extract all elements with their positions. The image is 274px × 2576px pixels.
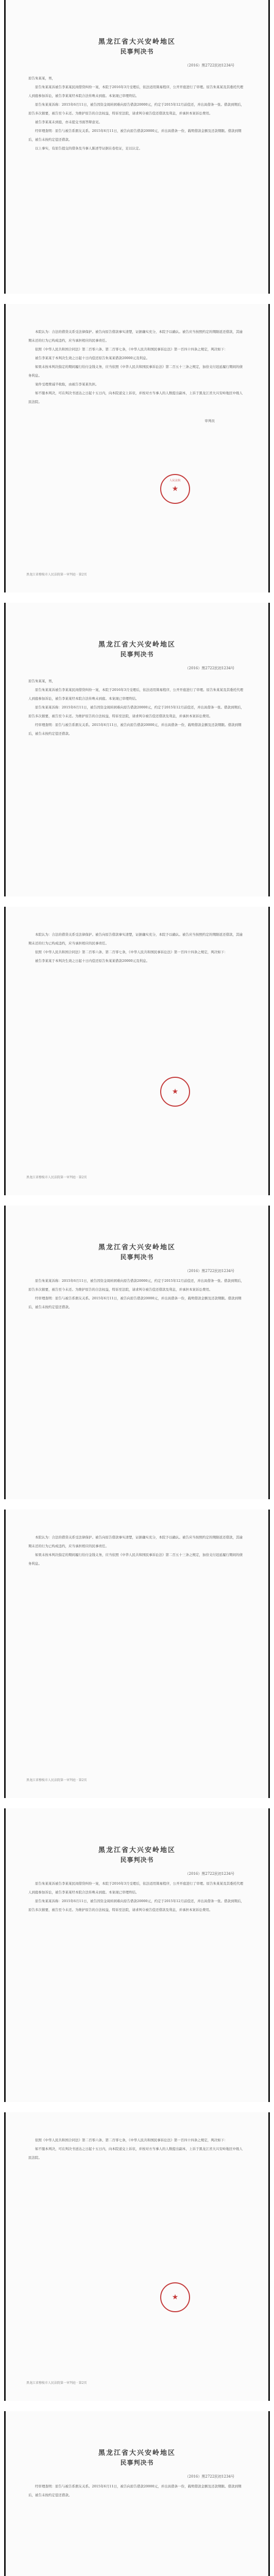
paragraph: 依照《中华人民共和国合同法》第二百零六条、第二百零七条，《中华人民共和国民事诉讼法》第一百四十四条之规定，判决如下： <box>35 2138 228 2142</box>
court-name: 黑龙江省大兴安岭地区 <box>98 38 176 46</box>
paragraph: 被告李某某于本判决生效之日起十日内偿还原告朱某某借款20000元及利息。 <box>35 959 150 963</box>
case-number: （2016）黑2722民初1234号 <box>185 666 234 670</box>
case-number: （2016）黑2722民初1234号 <box>185 63 234 67</box>
paragraph: 经审理查明：原告与被告系朋友关系。2015年6月11日，被告向原告借款20000元，并出具借条一份，载明借款金额及还款期限。借款到期后，被告未按约定偿还借款。 <box>28 129 242 142</box>
document-page <box>4 1206 270 1499</box>
paragraph: 原告朱某某诉称：2015年6月11日，被告因资金周转困难向原告借款20000元，约定于2015年12月前偿还，并出具借条一张。借款到期后，原告多次催要，被告至今未还。为维护原告的合法权益，特诉至法院，请求判令被告偿还借款及利息，并承担本案诉讼费用。 <box>28 103 244 115</box>
paragraph: 本院认为：合法的借贷关系受法律保护。被告向原告借款事实清楚，证据确实充分，本院予以确认。被告应当按照约定的期限返还借款，其逾期未还的行为已构成违约，应当承担相应的民事责任。 <box>28 1535 243 1548</box>
paragraph: 如果未按本判决指定的期间履行给付金钱义务，应当依照《中华人民共和国民事诉讼法》第二百五十三条之规定，加倍支付迟延履行期间的债务利息。 <box>28 365 243 378</box>
footer-text: 黑龙江省穆棱市人民法院第一审判庭 · 第2页 <box>26 2381 87 2385</box>
paragraph: 被告李某某于本判决生效之日起十日内偿还原告朱某某借款20000元及利息。 <box>35 356 150 360</box>
signature-judge: 审判员 <box>204 419 215 423</box>
paragraph: 原告朱某某诉称：2015年6月11日，被告因资金周转困难向原告借款20000元，约定于2015年12月前偿还，并出具借条一张。借款到期后，原告多次催要，被告至今未还。为维护原告的合法权益，特诉至法院，请求判令被告偿还借款及利息，并承担本案诉讼费用。 <box>28 1279 244 1292</box>
paragraph: 经审理查明：原告与被告系朋友关系。2015年6月11日，被告向原告借款20000元，并出具借条一份，载明借款金额及还款期限。借款到期后，被告未按约定偿还借款。 <box>28 1296 242 1309</box>
case-number: （2016）黑2722民初1234号 <box>185 1872 234 1876</box>
document-title: 民事判决书 <box>120 1856 154 1863</box>
court-seal <box>160 474 190 504</box>
salutation: 原告朱某某，男， <box>28 679 55 683</box>
paragraph: 依照《中华人民共和国合同法》第二百零六条、第二百零七条，《中华人民共和国民事诉讼法》第一百四十四条之规定，判决如下： <box>35 347 228 351</box>
court-seal <box>160 1077 190 1107</box>
court-name: 黑龙江省大兴安岭地区 <box>98 1846 176 1854</box>
page-footer <box>26 1777 248 1782</box>
paragraph: 原告朱某某诉被告李某某民间借贷纠纷一案，本院于2016年3月受理后，依法适用简易程序，公开开庭进行了审理。原告朱某某及其委托代理人到庭参加诉讼，被告李某某经本院合法传唤未到庭。本案现已审理终结。 <box>28 85 244 98</box>
document-title: 民事判决书 <box>120 48 154 55</box>
paragraph: 原告朱某某诉称：2015年6月11日，被告因资金周转困难向原告借款20000元，约定于2015年12月前偿还，并出具借条一张。借款到期后，原告多次催要，被告至今未还。为维护原告的合法权益，特诉至法院，请求判令被告偿还借款及利息，并承担本案诉讼费用。 <box>28 705 244 718</box>
paragraph: 原告朱某某诉被告李某某民间借贷纠纷一案，本院于2016年3月受理后，依法适用简易程序，公开开庭进行了审理。原告朱某某及其委托代理人到庭参加诉讼，被告李某某经本院合法传唤未到庭。本案现已审理终结。 <box>28 688 244 701</box>
court-name: 黑龙江省大兴安岭地区 <box>98 641 176 649</box>
star-icon: ★ <box>172 485 179 493</box>
seal-text: 人民法院 <box>169 479 181 482</box>
document-page <box>4 304 270 592</box>
document-page <box>4 2411 270 2576</box>
document-title: 民事判决书 <box>120 651 154 658</box>
paragraph: 本院认为：合法的借贷关系受法律保护。被告向原告借款事实清楚，证据确实充分，本院予以确认。被告应当按照约定的期限返还借款，其逾期未还的行为已构成违约，应当承担相应的民事责任。 <box>28 933 243 945</box>
paragraph: 如果未按本判决指定的期间履行给付金钱义务，应当依照《中华人民共和国民事诉讼法》第二百五十三条之规定，加倍支付迟延履行期间的债务利息。 <box>28 1553 243 1566</box>
court-seal <box>160 2282 190 2312</box>
paragraph: 本院认为：合法的借贷关系受法律保护。被告向原告借款事实清楚，证据确实充分，本院予以确认。被告应当按照约定的期限返还借款，其逾期未还的行为已构成违约，应当承担相应的民事责任。 <box>28 330 243 343</box>
paragraph: 经审理查明：原告与被告系朋友关系。2015年6月11日，被告向原告借款20000元，并出具借条一份，载明借款金额及还款期限。借款到期后，被告未按约定偿还借款。 <box>28 723 242 736</box>
court-name: 黑龙江省大兴安岭地区 <box>98 1244 176 1251</box>
star-icon: ★ <box>172 2293 179 2301</box>
document-page <box>4 2112 270 2401</box>
document-title: 民事判决书 <box>120 2459 154 2466</box>
paragraph: 如不服本判决，可在判决书送达之日起十五日内，向本院递交上诉状，并按对方当事人的人数提出副本，上诉于黑龙江省大兴安岭地区中级人民法院。 <box>28 2147 243 2160</box>
case-number: （2016）黑2722民初1234号 <box>185 1269 234 1273</box>
document-page <box>4 1808 270 2102</box>
paragraph: 依照《中华人民共和国合同法》第二百零六条、第二百零七条，《中华人民共和国民事诉讼法》第一百四十四条之规定，判决如下： <box>35 950 228 954</box>
footer-text: 黑龙江省穆棱市人民法院第一审判庭 · 第2页 <box>26 573 87 577</box>
paragraph: 如不服本判决，可在判决书送达之日起十五日内，向本院递交上诉状，并按对方当事人的人数提出副本，上诉于黑龙江省大兴安岭地区中级人民法院。 <box>28 391 243 404</box>
salutation: 原告朱某某，男， <box>28 76 55 80</box>
paragraph: 以上事实，有原告提交的借条及当事人陈述等证据在卷佐证，足以认定。 <box>35 146 142 150</box>
footer-text: 黑龙江省穆棱市人民法院第一审判庭 · 第2页 <box>26 1778 87 1782</box>
paragraph: 经审理查明：原告与被告系朋友关系。2015年6月11日，被告向原告借款20000元，并出具借条一份，载明借款金额及还款期限。借款到期后，被告未按约定偿还借款。 <box>28 2484 242 2497</box>
document-page <box>4 1510 270 1798</box>
page-footer <box>26 572 248 577</box>
star-icon: ★ <box>172 1088 179 1096</box>
document-page <box>4 0 270 294</box>
case-number: （2016）黑2722民初1234号 <box>185 2475 234 2479</box>
paragraph: 案件受理费减半收取，由被告李某某负担。 <box>35 382 99 386</box>
document-page <box>4 907 270 1195</box>
page-footer <box>26 1175 248 1179</box>
court-name: 黑龙江省大兴安岭地区 <box>98 2449 176 2457</box>
footer-text: 黑龙江省穆棱市人民法院第一审判庭 · 第2页 <box>26 1176 87 1179</box>
document-title: 民事判决书 <box>120 1253 154 1261</box>
paragraph: 原告朱某某诉被告李某某民间借贷纠纷一案，本院于2016年3月受理后，依法适用简易程序，公开开庭进行了审理。原告朱某某及其委托代理人到庭参加诉讼，被告李某某经本院合法传唤未到庭。本案现已审理终结。 <box>28 1882 244 1894</box>
paragraph: 原告朱某某诉称：2015年6月11日，被告因资金周转困难向原告借款20000元，约定于2015年12月前偿还，并出具借条一张。借款到期后，原告多次催要，被告至今未还。为维护原告的合法权益，特诉至法院，请求判令被告偿还借款及利息，并承担本案诉讼费用。 <box>28 1899 244 1912</box>
paragraph: 被告李某某未到庭，亦未提交书面答辩意见。 <box>35 120 102 124</box>
document-page <box>4 603 270 896</box>
page-footer <box>26 2380 248 2385</box>
